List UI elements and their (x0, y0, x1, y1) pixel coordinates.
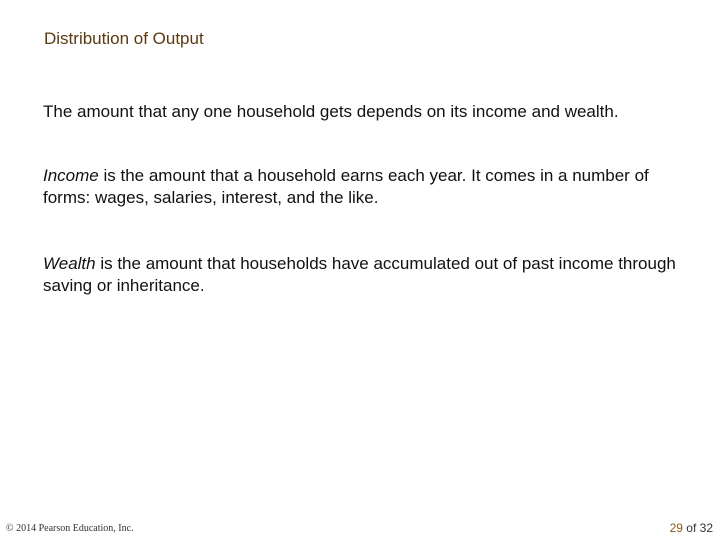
paragraph-wealth-definition (43, 253, 693, 297)
paragraph-text: is the amount that a household earns each year. It comes in a number of forms: wages, salaries, interest, and the like. (43, 166, 649, 207)
page-current: 29 (669, 521, 683, 535)
paragraph-household-share (43, 101, 693, 123)
page-of-label: of (682, 521, 700, 535)
paragraph-text: The amount that any one household gets depends on its income and wealth. (43, 102, 619, 121)
page-indicator (670, 521, 713, 535)
term-income: Income (43, 166, 99, 185)
paragraph-income-definition (43, 165, 693, 209)
term-wealth: Wealth (43, 254, 96, 273)
slide-title: Distribution of Output (44, 29, 204, 48)
copyright-notice: © 2014 Pearson Education, Inc. (6, 523, 134, 534)
paragraph-text: is the amount that households have accumulated out of past income through saving or inheritance. (43, 254, 676, 295)
page-total: 32 (699, 521, 713, 535)
